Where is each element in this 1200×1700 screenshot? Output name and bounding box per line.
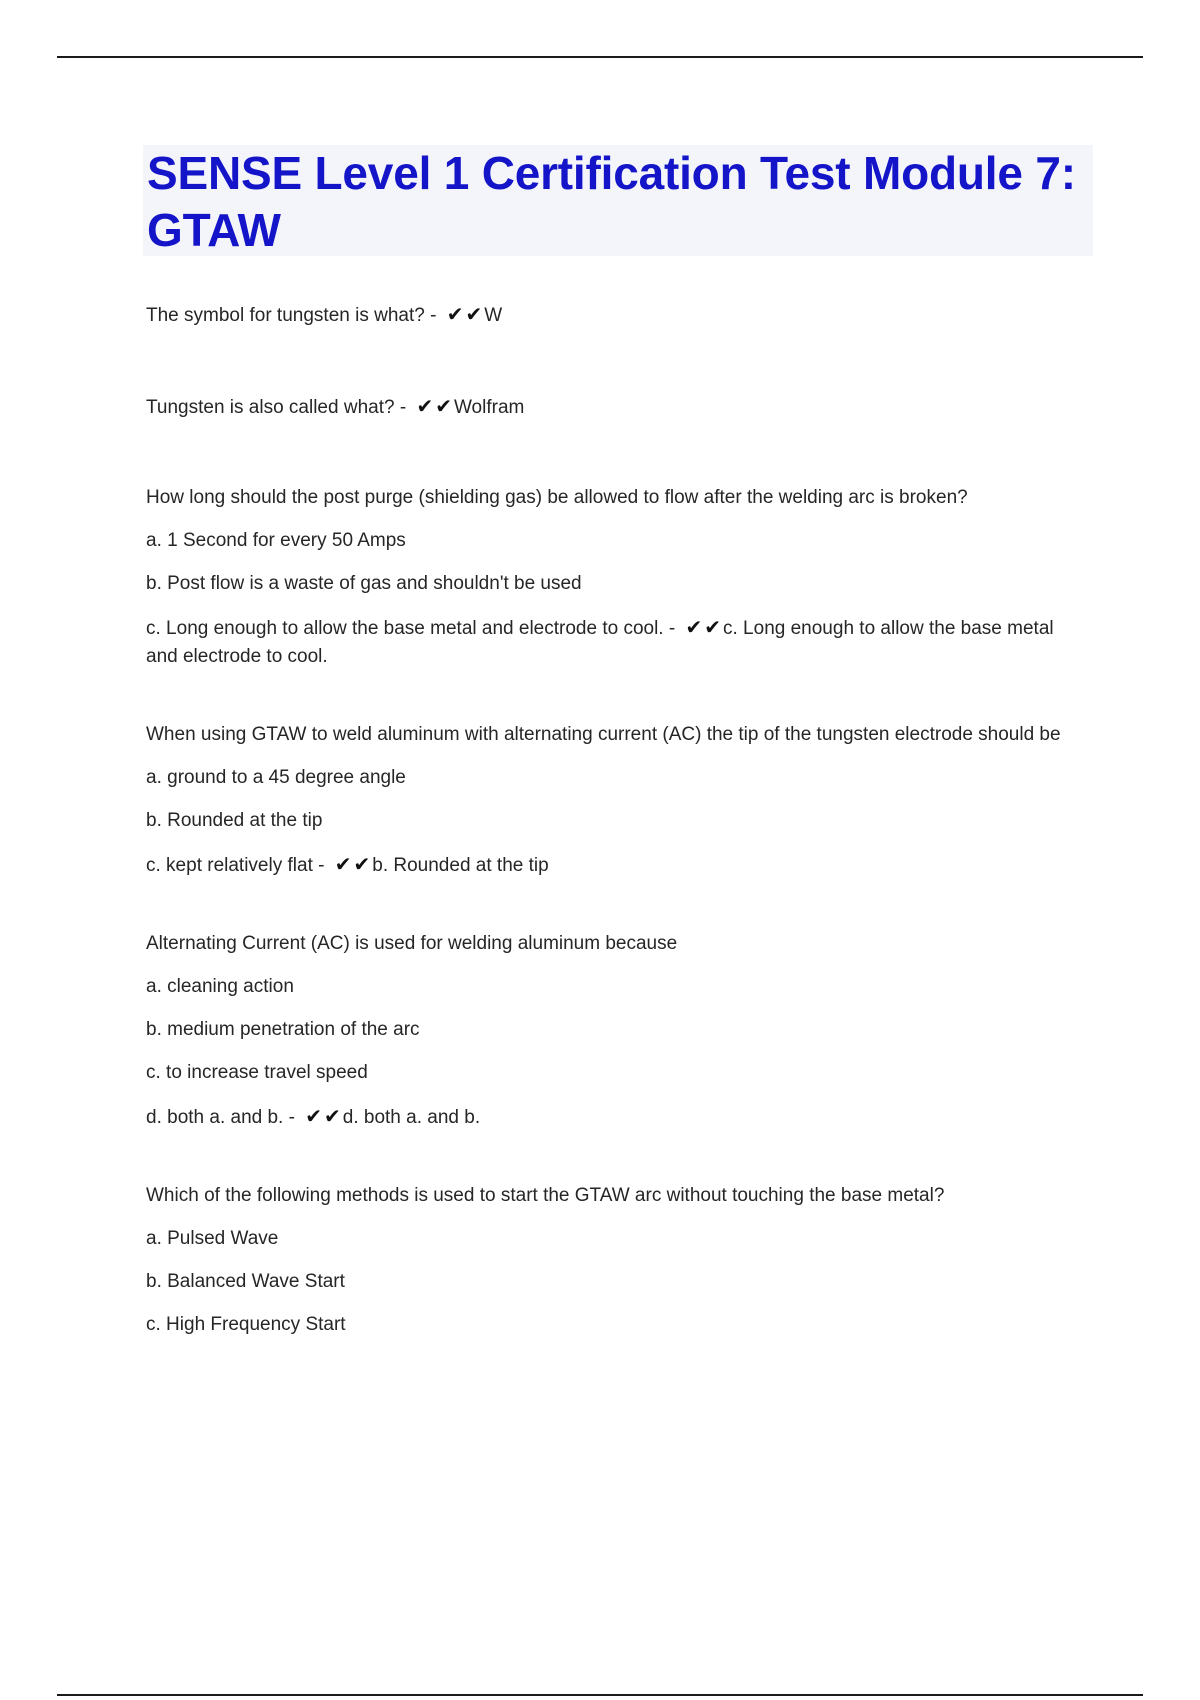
option-item: a. 1 Second for every 50 Amps [146,530,406,551]
page-title: SENSE Level 1 Certification Test Module 7: GTAW [147,147,1076,256]
check-icon: ✔ [416,394,434,418]
question-text: The symbol for tungsten is what? - [146,305,437,326]
question-line [146,300,1086,330]
question-block [146,721,1086,880]
question-block [146,392,1086,422]
check-icon: ✔ [353,852,371,876]
answer-text: c. Long enough to allow the base metal and electrode to cool. [146,618,1054,667]
check-icon: ✔ [446,302,464,326]
check-icon: ✔ [305,1104,322,1128]
check-icon: ✔ [704,615,721,639]
option-item-with-answer [146,850,1086,880]
question-block [146,300,1086,330]
option-item-with-answer [146,1102,1086,1132]
title-banner [143,145,1093,256]
option-item: c. to increase travel speed [146,1062,368,1083]
bottom-rule [57,1694,1143,1696]
check-icon: ✔ [324,1104,341,1128]
option-item: c. High Frequency Start [146,1314,346,1335]
check-icon: ✔ [685,615,703,639]
question-text: How long should the post purge (shielding gas) be allowed to flow after the welding arc is broken? [146,487,968,508]
check-icon: ✔ [465,302,483,326]
answer-text: d. both a. and b. [342,1107,481,1128]
answer-text: W [484,305,503,326]
question-block [146,484,1086,671]
document-body [146,300,1086,1389]
answer-text: b. Rounded at the tip [372,855,549,876]
check-icon: ✔ [435,394,452,418]
question-text: Which of the following methods is used to start the GTAW arc without touching the base metal? [146,1185,945,1206]
option-item: a. cleaning action [146,976,294,997]
answer-checkmarks [304,1104,342,1128]
check-icon: ✔ [334,852,352,876]
option-item: a. Pulsed Wave [146,1228,279,1249]
option-item: b. Balanced Wave Start [146,1271,345,1292]
answer-checkmarks [415,394,453,418]
question-text: When using GTAW to weld aluminum with alternating current (AC) the tip of the tungsten electrode should be [146,724,1061,745]
answer-checkmarks [334,852,372,876]
answer-checkmarks [446,302,484,326]
question-line [146,392,1086,422]
question-text: Alternating Current (AC) is used for welding aluminum because [146,933,678,954]
option-item: a. ground to a 45 degree angle [146,767,406,788]
question-block [146,1182,1086,1339]
option-item: b. Post flow is a waste of gas and shouldn't be used [146,573,582,594]
answer-checkmarks [684,615,722,639]
option-item: b. medium penetration of the arc [146,1019,420,1040]
option-text: c. Long enough to allow the base metal and electrode to cool. - [146,618,676,639]
option-text: c. kept relatively flat - [146,855,325,876]
option-text: d. both a. and b. - [146,1107,295,1128]
answer-text: Wolfram [453,397,525,418]
top-rule [57,56,1143,58]
question-block [146,930,1086,1132]
option-item: b. Rounded at the tip [146,810,323,831]
question-text: Tungsten is also called what? - [146,397,407,418]
option-item-with-answer [146,613,1086,671]
